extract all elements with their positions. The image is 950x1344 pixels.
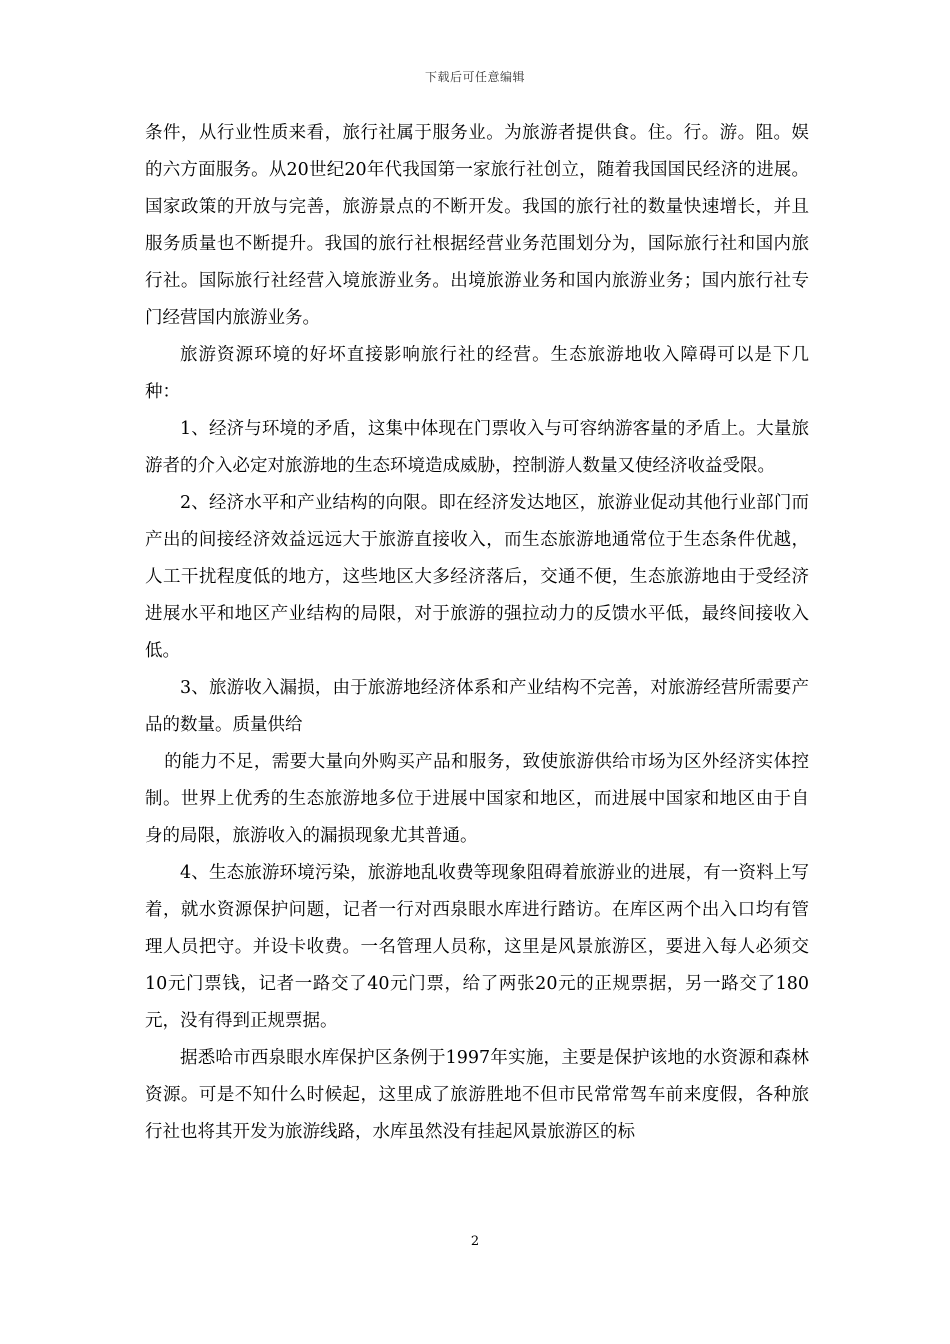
paragraph-8: 据悉哈市西泉眼水库保护区条例于1997年实施，主要是保护该地的水资源和森林资源。可是不知什么时候起，这里成了旅游胜地不但市民常常驾车前来度假，各种旅行社也将其开发为旅游线路，水库虽然没有挂起风景旅游区的标: [145, 1048, 809, 1142]
document-body: [145, 115, 809, 1151]
paragraph-3: 1、经济与环境的矛盾，这集中体现在门票收入与可容纳游客量的矛盾上。大量旅游者的介入必定对旅游地的生态环境造成威胁，控制游人数量又使经济收益受限。: [145, 419, 809, 476]
paragraph-6: 的能力不足，需要大量向外购买产品和服务，致使旅游供给市场为区外经济实体控制。世界上优秀的生态旅游地多位于进展中国家和地区，而进展中国家和地区由于自身的局限，旅游收入的漏损现象尤其普通。: [145, 752, 809, 846]
paragraph-1: 条件，从行业性质来看，旅行社属于服务业。为旅游者提供食。住。行。游。阻。娱的六方面服务。从20世纪20年代我国第一家旅行社创立，随着我国国民经济的进展。国家政策的开放与完善，旅游景点的不断开发。我国的旅行社的数量快速增长，并且服务质量也不断提升。我国的旅行社根据经营业务范围划分为，国际旅行社和国内旅行社。国际旅行社经营入境旅游业务。出境旅游业务和国内旅游业务；国内旅行社专门经营国内旅游业务。: [145, 123, 809, 328]
paragraph-2: 旅游资源环境的好坏直接影响旅行社的经营。生态旅游地收入障碍可以是下几种：: [145, 345, 809, 402]
paragraph-5: 3、旅游收入漏损，由于旅游地经济体系和产业结构不完善，对旅游经营所需要产品的数量。质量供给: [145, 678, 809, 735]
paragraph-4: 2、经济水平和产业结构的向限。即在经济发达地区，旅游业促动其他行业部门而产出的间接经济效益远远大于旅游直接收入，而生态旅游地通常位于生态条件优越，人工干扰程度低的地方，这些地区大多经济落后，交通不便，生态旅游地由于受经济进展水平和地区产业结构的局限，对于旅游的强拉动力的反馈水平低，最终间接收入低。: [145, 493, 809, 661]
page-header: 下载后可任意编辑: [424, 70, 525, 84]
page-number: 2: [470, 1234, 480, 1249]
paragraph-7: 4、生态旅游环境污染，旅游地乱收费等现象阻碍着旅游业的进展，有一资料上写着，就水资源保护问题，记者一行对西泉眼水库进行踏访。在库区两个出入口均有管理人员把守。并设卡收费。一名管理人员称，这里是风景旅游区，要进入每人必须交10元门票钱，记者一路交了40元门票，给了两张20元的正规票据，另一路交了180元，没有得到正规票据。: [145, 863, 809, 1031]
